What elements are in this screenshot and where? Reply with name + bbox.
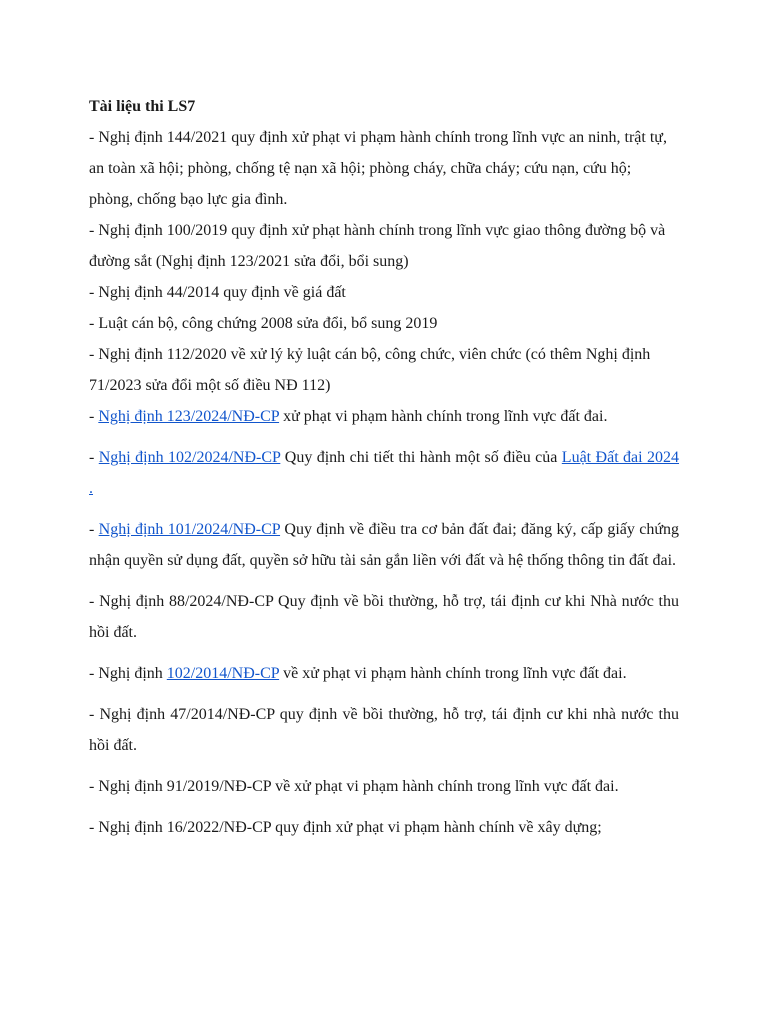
item-text: Quy định về điều tra cơ bản đất đai; đăng ký, cấp giấy chứng nhận quyền sử dụng đất, quyền sở hữu tài sản gắn liền với đất và hệ thống thông tin đất đai.: [89, 521, 679, 569]
list-item: - Nghị định 88/2024/NĐ-CP Quy định về bồi thường, hỗ trợ, tái định cư khi Nhà nước thu hồi đất.: [89, 593, 679, 641]
decree-link[interactable]: 102/2014/NĐ-CP: [166, 665, 280, 682]
item-text: về xử phạt vi phạm hành chính trong lĩnh vực đất đai.: [279, 665, 627, 682]
item-text: Quy định chi tiết thi hành một số điều của: [280, 449, 562, 466]
list-item: - Nghị định 144/2021 quy định xử phạt vi phạm hành chính trong lĩnh vực an ninh, trật tự, an toàn xã hội; phòng, chống tệ nạn xã hội; phòng cháy, chữa cháy; cứu nạn, cứu hộ; phòng, chống bạo lực gia đình.: [89, 129, 667, 208]
decree-link[interactable]: Nghị định 101/2024/NĐ-CP: [98, 521, 281, 538]
decree-link[interactable]: Nghị định 102/2024/NĐ-CP: [98, 449, 281, 466]
item-prefix: - Nghị định: [89, 665, 167, 682]
list-item: - Nghị định 47/2014/NĐ-CP quy định về bồi thường, hỗ trợ, tái định cư khi nhà nước thu hồi đất.: [89, 706, 679, 754]
list-item: - Nghị định 112/2020 về xử lý kỷ luật cán bộ, công chức, viên chức (có thêm Nghị định 71/2023 sửa đổi một số điều NĐ 112): [89, 346, 651, 394]
decree-link[interactable]: Nghị định 123/2024/NĐ-CP: [98, 408, 280, 425]
document-page: [89, 91, 679, 843]
item-prefix: -: [89, 408, 99, 425]
list-item: - Luật cán bộ, công chứng 2008 sửa đổi, bổ sung 2019: [89, 315, 438, 332]
list-item: [89, 401, 679, 432]
document-title: Tài liệu thi LS7: [89, 98, 196, 115]
list-item: [89, 514, 679, 576]
list-item: [89, 658, 679, 689]
list-item: - Nghị định 44/2014 quy định về giá đất: [89, 284, 346, 301]
item-prefix: -: [89, 449, 99, 466]
list-item: - Nghị định 91/2019/NĐ-CP về xử phạt vi phạm hành chính trong lĩnh vực đất đai.: [89, 778, 619, 795]
list-item: [89, 442, 679, 504]
law-link[interactable]: Luật Đất đai 2024 .: [89, 449, 680, 497]
list-item: - Nghị định 100/2019 quy định xử phạt hành chính trong lĩnh vực giao thông đường bộ và đường sắt (Nghị định 123/2021 sửa đổi, bổi sung): [89, 222, 666, 270]
list-item: - Nghị định 16/2022/NĐ-CP quy định xử phạt vi phạm hành chính về xây dựng;: [89, 819, 602, 836]
item-text: xử phạt vi phạm hành chính trong lĩnh vực đất đai.: [279, 408, 608, 425]
item-prefix: -: [89, 521, 99, 538]
